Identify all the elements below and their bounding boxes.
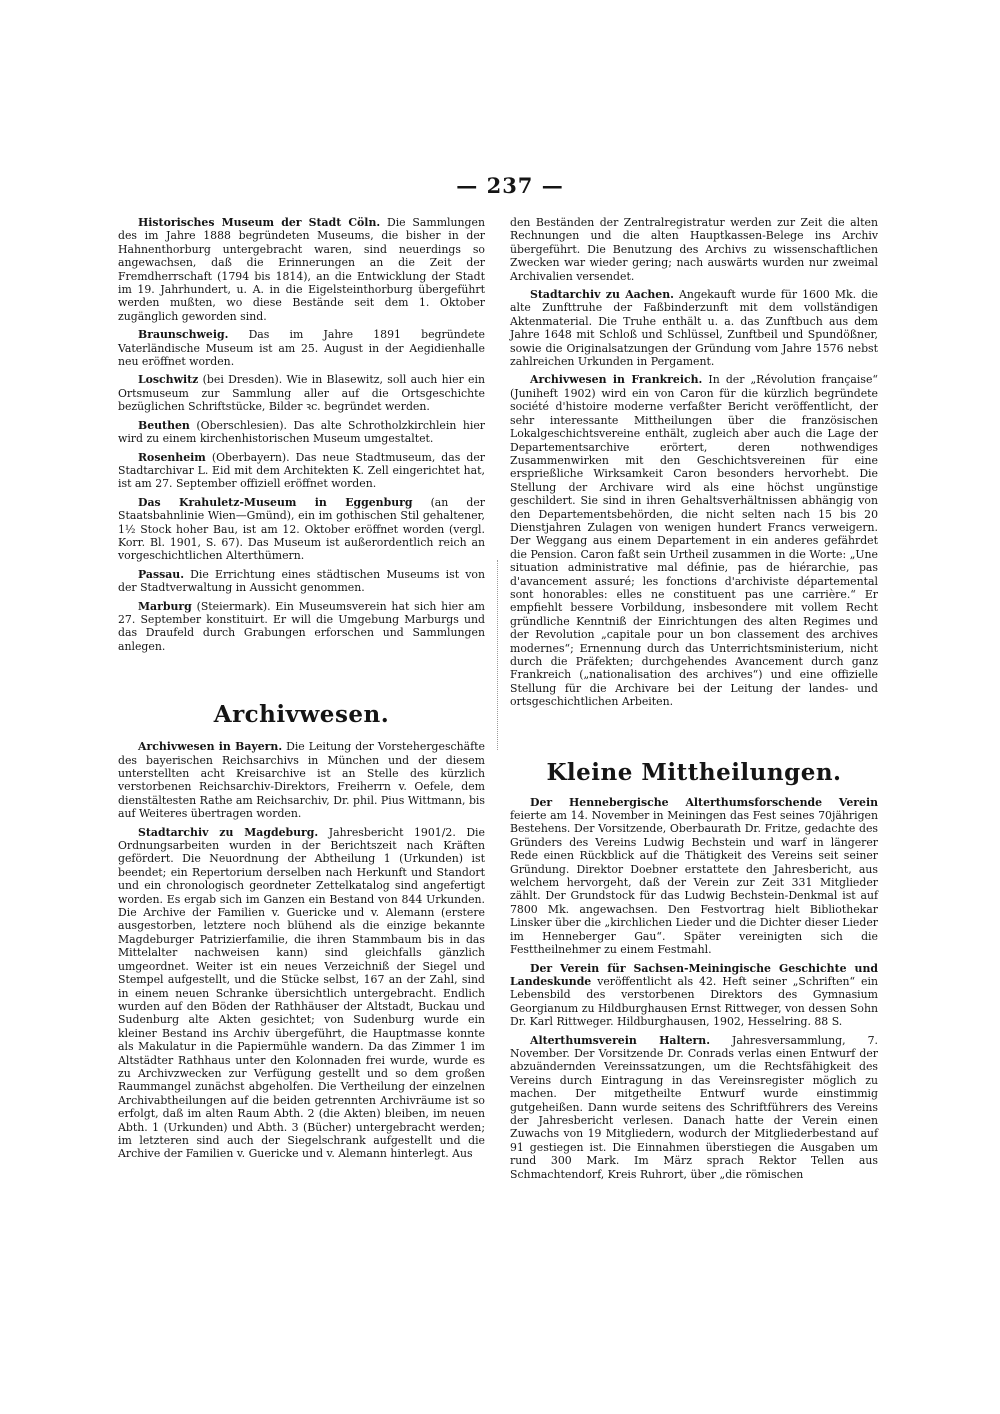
section-title-kleine-mittheilungen: Kleine Mittheilungen. <box>546 758 842 786</box>
entry-stadtarchiv-aachen: Stadtarchiv zu Aachen. Angekauft wurde für 1600 Mk. die alte Zunfttruhe der Faßbinderzunft mit dem vollständigen Aktenmaterial. Die Truhe enthält u. a. das Zunftbuch aus dem Jahre 1648 mit Schloß und Schlüssel, Zunftbeil und Spundößner, sowie die Originalsatzungen der Gründung vom Jahre 1576 nebst zahlreichen Urkunden in Pergament. <box>510 288 879 369</box>
entry-stadtarchiv-magdeburg: Stadtarchiv zu Magdeburg. Jahresbericht 1901/2. Die Ordnungsarbeiten wurden in der Berichtszeit nach Kräften gefördert. Die Neuordnung der Abtheilung 1 (Urkunden) ist beendet; ein Repertorium derselben nach Herkunft und Standort und ein chronologisch geordneter Zettelkatalog sind angefertigt worden. Es ergab sich im Ganzen ein Bestand von 844 Urkunden. Die Archive der Familien v. Guericke und v. Alemann (erstere ausgestorben, letztere noch blühend als die einzige bekannte Magdeburger Patrizierfamilie, die ihren Stammbaum bis in das Mittelalter nachweisen kann) sind gleichfalls gänzlich umgeordnet. Weiter ist ein neues Verzeichniß der Siegel und Stempel aufgestellt, und die Stücke selbst, 167 an der Zahl, sind in einem neuen Schranke übersichtlich untergebracht. Endlich wurden auf den Böden der Rathhäuser der Altstadt, Buckau und Sudenburg alte Akten gesichtet; von Sudenburg wurde ein kleiner Bestand ins Archiv übergeführt, die Hauptmasse konnte als Makulatur in die Papiermühle wandern. Da das Zimmer 1 im Altstädter Rathhaus unter den Kolonnaden frei wurde, wurde es zu Archivzwecken zur Verfügung gestellt und so dem großen Raummangel zunächst abgeholfen. Die Vertheilung der einzelnen Archivabtheilungen auf die beiden getrennten Archivräume ist so erfolgt, daß im alten Raum Abth. 2 (die Akten) bleiben, im neuen Abth. 1 (Urkunden) und Abth. 3 (Bücher) untergebracht werden; im letzteren sind auch der Siegelschrank aufgestellt und die Archive der Familien v. Guericke und v. Alemann hinterlegt. Aus <box>118 825 485 1161</box>
entry-krahuletz-museum: Das Krahuletz-Museum in Eggenburg (an der Staatsbahnlinie Wien—Gmünd), ein im gothischen Stil gehaltener, 1½ Stock hoher Bau, ist am 12. Oktober eröffnet worden (vergl. Korr. Bl. 1901, S. 67). Das Museum ist außerordentlich reich an vorgeschichtlichen Alterthümern. <box>118 495 485 563</box>
section-title-archivwesen: Archivwesen. <box>213 701 390 729</box>
section-spacer <box>510 714 878 760</box>
entry-sachsen-meiningen-verein: Der Verein für Sachsen-Meiningische Geschichte und Landeskunde veröffentlicht als 42. Heft seiner „Schriften“ ein Lebensbild des verstorbenen Direktors des Gymnasium Georgianum zu Hildburghausen Ernst Rittweger, von dessen Sohn Dr. Karl Rittweger. Hildburghausen, 1902, Hesselring. 88 S. <box>510 961 878 1029</box>
entry-magdeburg-continuation: den Beständen der Zentralregistratur werden zur Zeit die alten Rechnungen und die alten Hauptkassen-Belege ins Archiv übergeführt. Die Benutzung des Archivs zu wissenschaftlichen Zwecken war wieder gering; nach auswärts wurden nur zweimal Archivalien versendet. <box>510 216 878 283</box>
entry-museum-coeln: Historisches Museum der Stadt Cöln. Die Sammlungen des im Jahre 1888 begründeten Museums, die bisher in der Hahnenthorburg untergebracht waren, sind neuerdings so angewachsen, daß die Erinnerungen an die Zeit der Fremdherrschaft (1794 bis 1814), an die Entwicklung der Stadt im 19. Jahrhundert, u. A. in die Eigelsteinthorburg übergeführt werden mußten, wo diese Bestände seit dem 1. Oktober zugänglich geworden sind. <box>118 216 485 323</box>
entry-marburg: Marburg (Steiermark). Ein Museumsverein hat sich hier am 27. September konstituirt. Er will die Umgebung Marburgs und das Draufeld durch Grabungen erforschen und Sammlungen anlegen. <box>118 599 485 653</box>
entry-loschwitz: Loschwitz (bei Dresden). Wie in Blasewitz, soll auch hier ein Ortsmuseum zur Sammlung aller auf die Ortsgeschichte bezüglichen Schriftstücke, Bilder ꝛc. begründet werden. <box>118 373 485 414</box>
entry-archivwesen-bayern: Archivwesen in Bayern. Die Leitung der Vorstehergeschäfte des bayerischen Reichsarchivs in München und der diesem unterstellten acht Kreisarchive ist an Stelle des kürzlich verstorbenen Reichsarchiv-Direktors, Freiherrn v. Oefele, dem dienstältesten Rathe am Reichsarchiv, Dr. phil. Pius Wittmann, bis auf Weiteres übertragen worden. <box>118 740 485 821</box>
right-column <box>510 216 878 1186</box>
entry-passau: Passau. Die Errichtung eines städtischen Museums ist von der Stadtverwaltung in Aussicht genommen. <box>118 567 485 595</box>
archiv-section <box>118 740 485 1161</box>
page-number: — 237 — <box>456 173 564 198</box>
section-spacer <box>118 658 485 702</box>
klein-section <box>510 796 878 1181</box>
entry-rosenheim: Rosenheim (Oberbayern). Das neue Stadtmuseum, das der Stadtarchivar L. Eid mit dem Architekten K. Zell eingerichtet hat, ist am 27. September offiziell eröffnet worden. <box>118 450 485 491</box>
entry-hennebergischer-verein: Der Hennebergische Alterthumsforschende Verein feierte am 14. November in Meiningen das Fest seines 70jährigen Bestehens. Der Vorsitzende, Oberbaurath Dr. Fritze, gedachte des Gründers des Vereins Ludwig Bechstein und warf in längerer Rede einen Rückblick auf die Thätigkeit des Vereins seit seiner Gründung. Direktor Doebner erstattete den Jahresbericht, aus welchem hervorgeht, daß der Verein zur Zeit 331 Mitglieder zählt. Der Grundstock für das Ludwig Bechstein-Denkmal ist auf 7800 Mk. angewachsen. Den Festvortrag hielt Bibliothekar Linsker über die „kirchlichen Lieder und die Dichter dieser Lieder im Henneberger Gau“. Später vereinigten sich die Festtheilnehmer zu einem Festmahl. <box>510 795 878 957</box>
entry-beuthen: Beuthen (Oberschlesien). Das alte Schrotholzkirchlein hier wird zu einem kirchenhistorischen Museum umgestaltet. <box>118 418 485 446</box>
entry-alterthumsverein-haltern: Alterthumsverein Haltern. Jahresversammlung, 7. November. Der Vorsitzende Dr. Conrads verlas einen Entwurf der abzuändernden Vereinssatzungen, um die Rechtsfähigkeit des Vereins durch Eintragung in das Vereinsregister möglich zu machen. Der mitgetheilte Entwurf wurde einstimmig gutgeheißen. Dann wurde seitens des Schriftführers des Vereins der Jahresbericht verlesen. Danach hatte der Verein einen Zuwachs von 19 Mitgliedern, wodurch der Mitgliederbestand auf 91 gestiegen ist. Die Einnahmen überstiegen die Ausgaben um rund 300 Mark. Im März sprach Rektor Tellen aus Schmachtendorf, Kreis Ruhrort, über „die römischen <box>510 1033 879 1181</box>
museum-section <box>118 216 485 653</box>
entry-braunschweig: Braunschweig. Das im Jahre 1891 begründete Vaterländische Museum ist am 25. August in der Aegidienhalle neu eröffnet worden. <box>118 328 485 369</box>
left-column <box>118 216 485 1166</box>
column-divider <box>497 560 498 750</box>
entry-archivwesen-frankreich: Archivwesen in Frankreich. In der „Révolution française“ (Juniheft 1902) wird ein von Caron für die kürzlich begründete société d'histoire moderne verfaßter Bericht veröffentlicht, der sehr interessante Mittheilungen über die französischen Lokalgeschichtsvereine enthält, zugleich aber auch die Lage der Departementsarchive erörtert, deren nothwendiges Zusammenwirken mit den Geschichtsvereinen für eine ersprießliche Wirksamkeit Caron besonders hervorhebt. Die Stellung der Archivare wird als eine höchst ungünstige geschildert. Sie sind in ihren Gehaltsverhältnissen abhängig von den Departementsbehörden, die nicht selten nach 15 bis 20 Dienstjahren Zulagen von wenigen hundert Francs verweigern. Der Weggang aus einem Departement in ein anderes gefährdet die Pension. Caron faßt sein Urtheil zusammen in die Worte: „Une situation administrative mal définie, pas de hiérarchie, pas d'avancement assuré; les fonctions d'archiviste départemental sont honorables: elles ne constituent pas une carrière.“ Er empfiehlt bessere Vorbildung, insbesondere mit vollem Recht gründliche Kenntniß der Einrichtungen des alten Regimes und der Revolution „capitale pour un bon classement des archives modernes“; Ernennung durch das Unterrichtsministerium, nicht durch die Präfekten; durchgehendes Avancement durch ganz Frankreich („nationalisation des archives“) und eine offizielle Stellung für die Archivare bei der Leitung der landes- und ortsgeschichtlichen Arbeiten. <box>510 373 878 709</box>
